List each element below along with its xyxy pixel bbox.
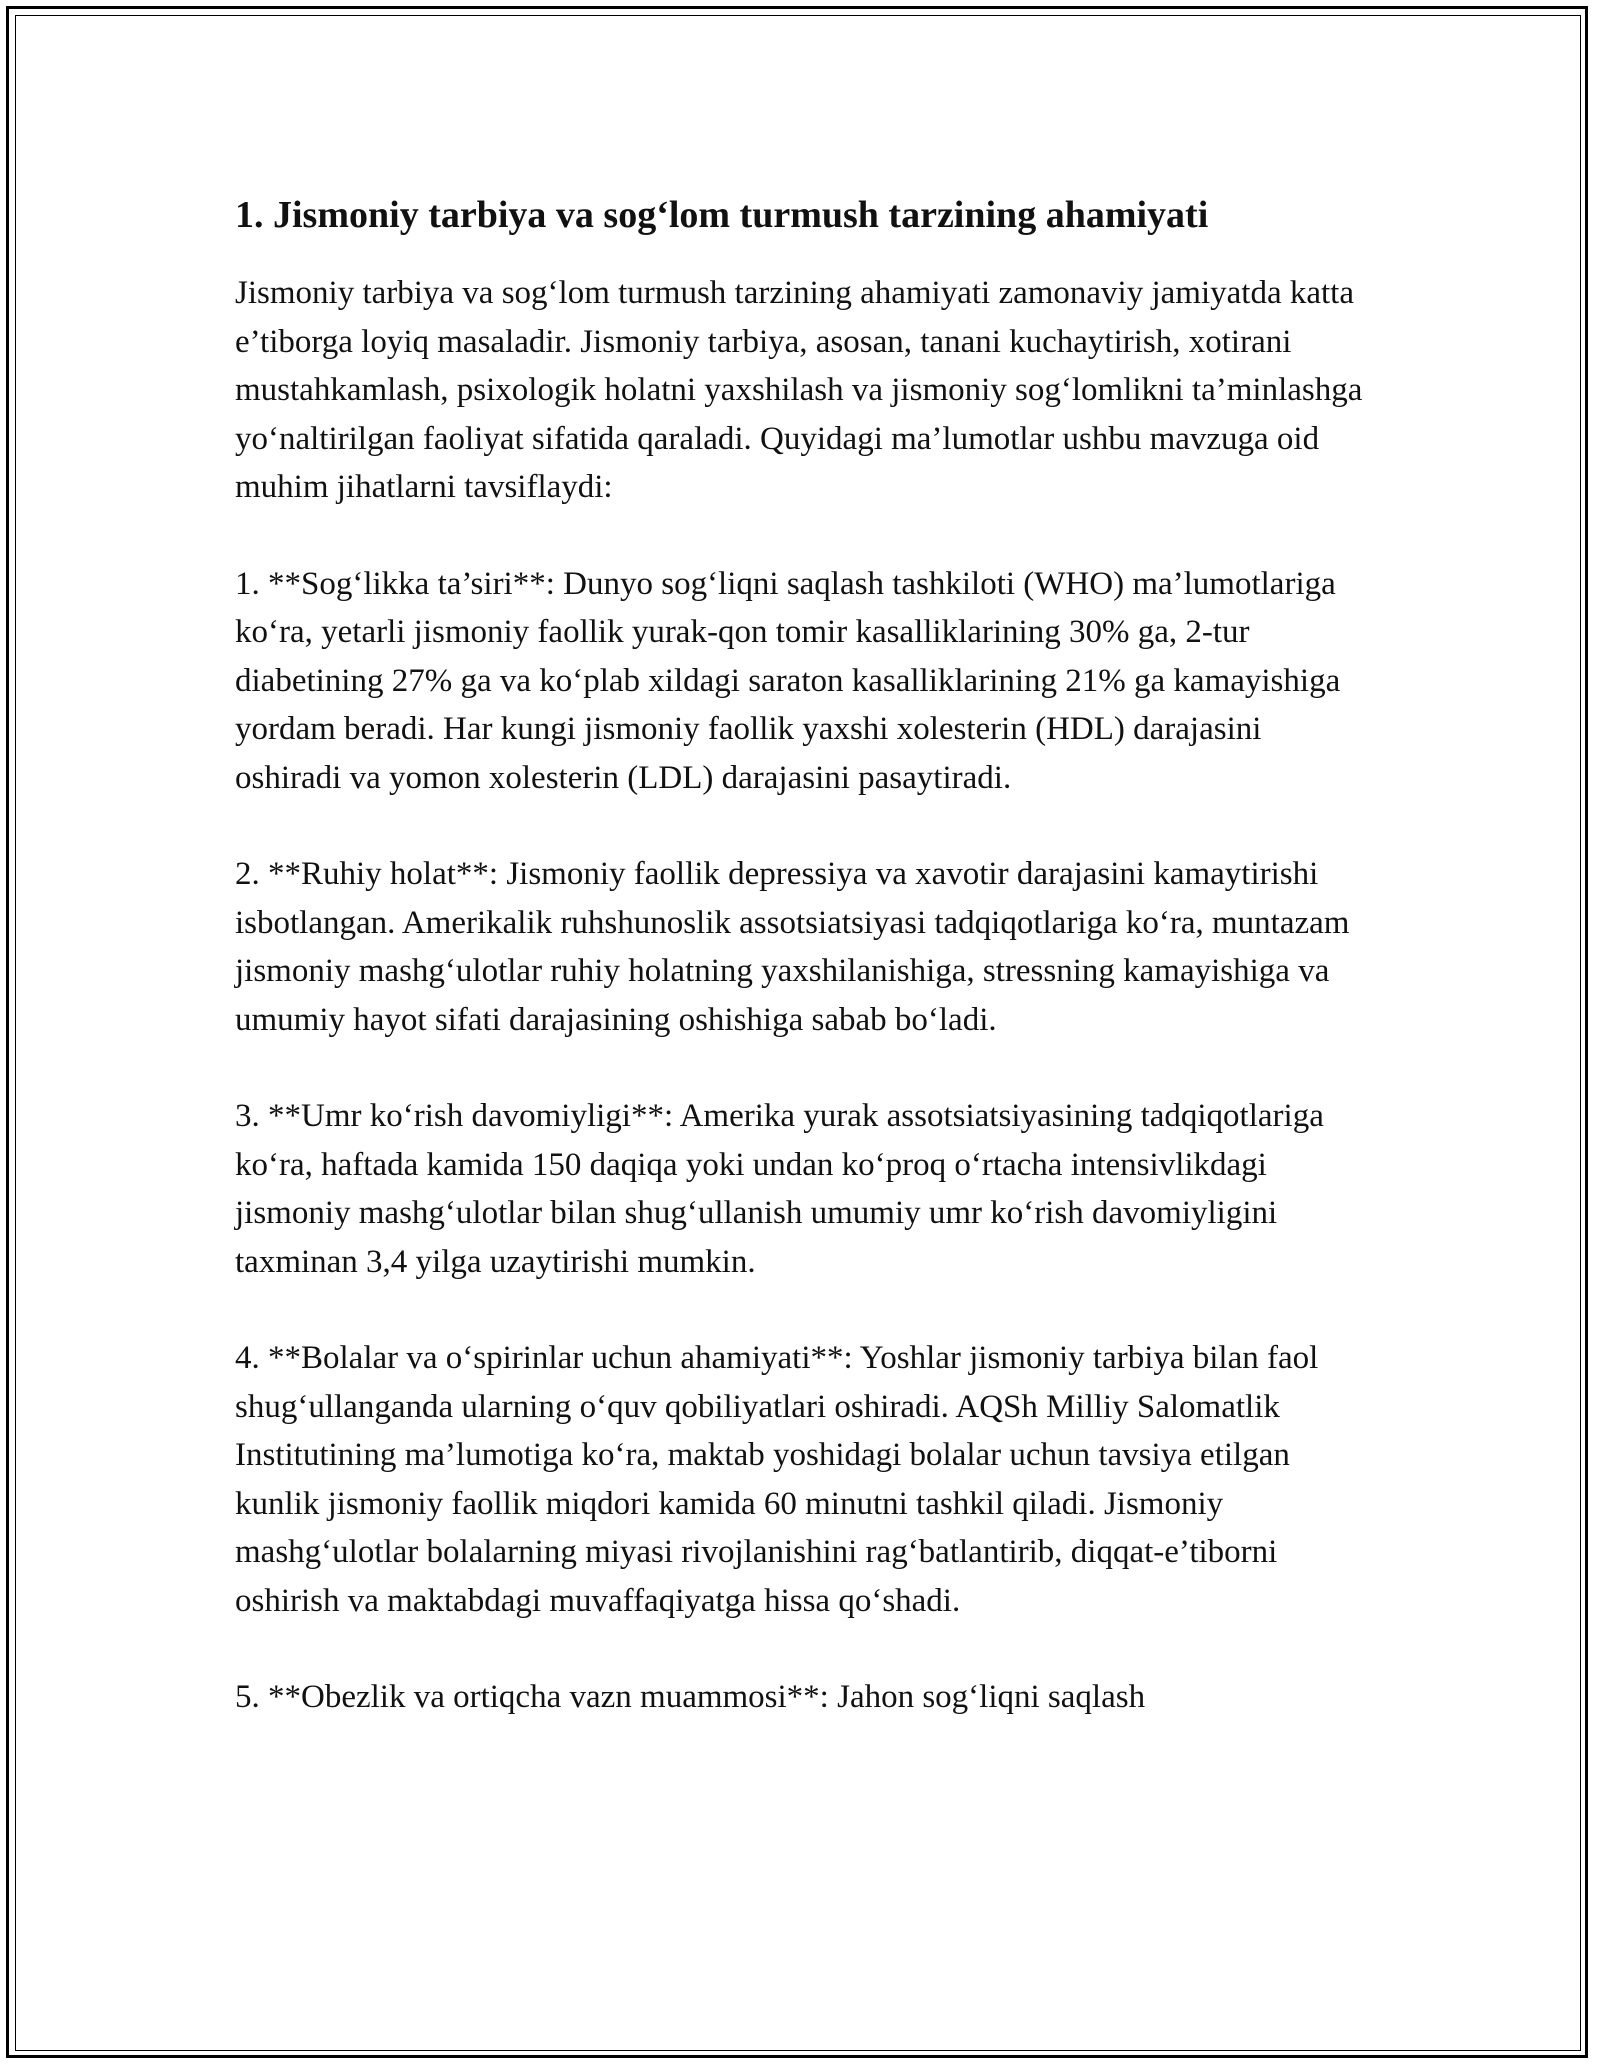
list-item-life-expectancy: 3. **Umr ko‘rish davomiyligi**: Amerika yurak assotsiatsiyasining tadqiqotlariga ko‘ra, haftada kamida 150 daqiqa yoki undan ko‘proq o‘rtacha intensivlikdagi jismoniy mashg‘ulotlar bilan shug‘ullanish umumiy umr ko‘rish davomiyligini taxminan 3,4 yilga uzaytirishi mumkin. bbox=[235, 1098, 1324, 1280]
list-item-obesity: 5. **Obezlik va ortiqcha vazn muammosi**: Jahon sog‘liqni saqlash bbox=[235, 1679, 1146, 1715]
list-item-health-impact: 1. **Sog‘likka ta’siri**: Dunyo sog‘liqni saqlash tashkiloti (WHO) ma’lumotlariga ko‘ra, yetarli jismoniy faollik yurak-qon tomir kasalliklarining 30% ga, 2-tur diabetining 27% ga va ko‘plab xildagi saraton kasalliklarining 21% ga kamayishiga yordam beradi. Har kungi jismoniy faollik yaxshi xolesterin (HDL) darajasini oshiradi va yomon xolesterin (LDL) darajasini pasaytiradi. bbox=[235, 565, 1341, 796]
document-title: 1. Jismoniy tarbiya va sog‘lom turmush tarzining ahamiyati bbox=[235, 194, 1209, 236]
list-item-children-youth: 4. **Bolalar va o‘spirinlar uchun ahamiyati**: Yoshlar jismoniy tarbiya bilan faol shug‘ullanganda ularning o‘quv qobiliyatlari oshiradi. AQSh Milliy Salomatlik Institutining ma’lumotiga ko‘ra, maktab yoshidagi bolalar uchun tavsiya etilgan kunlik jismoniy faollik miqdori kamida 60 minutni tashkil qiladi. Jismoniy mashg‘ulotlar bolalarning miyasi rivojlanishini rag‘batlantirib, diqqat-e’tiborni oshirish va maktabdagi muvaffaqiyatga hissa qo‘shadi. bbox=[235, 1340, 1319, 1619]
list-item-mental-state: 2. **Ruhiy holat**: Jismoniy faollik depressiya va xavotir darajasini kamaytirishi isbotlangan. Amerikalik ruhshunoslik assotsiatsiyasi tadqiqotlariga ko‘ra, muntazam jismoniy mashg‘ulotlar ruhiy holatning yaxshilanishiga, stressning kamayishiga va umumiy hayot sifati darajasining oshishiga sabab bo‘ladi. bbox=[235, 856, 1350, 1038]
document-body bbox=[235, 185, 1375, 1770]
intro-paragraph: Jismoniy tarbiya va sog‘lom turmush tarzining ahamiyati zamonaviy jamiyatda katta e’tiborga loyiq masaladir. Jismoniy tarbiya, asosan, tanani kuchaytirish, xotirani mustahkamlash, psixologik holatni yaxshilash va jismoniy sog‘lomlikni ta’minlashga yo‘naltirilgan faoliyat sifatida qaraladi. Quyidagi ma’lumotlar ushbu mavzuga oid muhim jihatlarni tavsiflaydi: bbox=[235, 275, 1363, 505]
